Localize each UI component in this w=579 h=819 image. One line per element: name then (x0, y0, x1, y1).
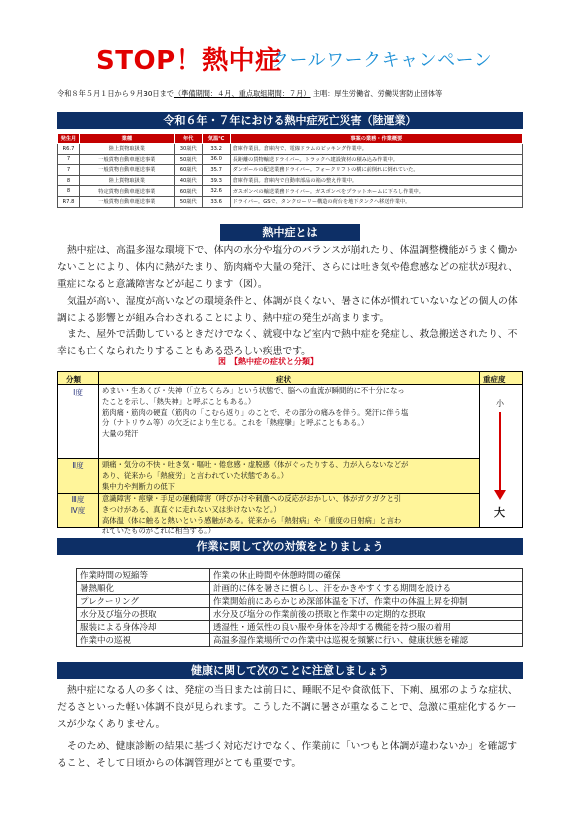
measure-name: プレクーリング (77, 595, 210, 608)
table-row (77, 634, 523, 647)
table-row (77, 582, 523, 595)
severity-arrow-head-icon (494, 490, 506, 500)
grade2-label: Ⅱ度 (72, 461, 84, 470)
symptom-line: きつけがある、真直ぐに走れない又は歩けないなど。） (102, 504, 281, 514)
grade3-row (58, 494, 522, 536)
table-row (77, 608, 523, 621)
symptom-line: 分（ナトリウム等）の欠乏により生じる。これを「熱痙攣」と呼ぶこともある。） (102, 418, 369, 428)
symptom-line: 筋肉痛・筋肉の硬直（筋肉の「こむら返り」のことで、その部分の痛みを伴う。発汗に伴う塩 (102, 407, 409, 417)
cell-temp: 32.6 (202, 186, 230, 197)
col-summary: 事案の業務・作業概要 (230, 134, 522, 144)
table-row (77, 569, 523, 582)
measure-detail: 水分及び塩分の作業前後の摂取と作業中の定期的な摂取 (210, 608, 523, 621)
table-row (58, 196, 523, 207)
symptom-header (58, 372, 522, 385)
cell-summary: 倉庫作業員。倉庫内で自動車部品の箱の整え作業中。 (230, 175, 522, 186)
figure-title: 図 【熱中症の症状と分類】 (218, 357, 318, 366)
cell-temp: 36.0 (202, 154, 230, 165)
measure-detail: 作業開始前にあらかじめ深部体温を下げ、作業中の体温上昇を抑制 (210, 595, 523, 608)
header-grade: 分類 (66, 375, 81, 384)
cell-month: 7 (58, 165, 80, 176)
grade2-symptoms (102, 460, 480, 492)
symptom-line: 高体温（体に触ると熱いという感触がある。従来から「熱射病」や「重度の日射病」と言わ (102, 515, 402, 525)
cell-summary: 倉庫作業員。倉庫内で、電線ドラムのピッキング作業中。 (230, 144, 522, 155)
cell-temp: 39.3 (202, 175, 230, 186)
symptom-line: 頭痛・気分の不快・吐き気・嘔吐・倦怠感・虚脱感（体がぐったりする、力が入らないなどが (102, 460, 409, 469)
grade-divider (98, 372, 99, 527)
cell-age: 60歳代 (174, 186, 202, 197)
health-paragraph-2: そのため、健康診断の結果に基づく対応だけでなく、作業前に「いつもと体調が違わないか」を確認すること、そして日頃からの体調管理がとても重要です。 (57, 741, 518, 769)
measure-name: 水分及び塩分の摂取 (77, 608, 210, 621)
col-month: 発生月 (58, 134, 80, 144)
period-detail: （準備期間：４月、重点取組期間：７月） (173, 89, 311, 98)
page-title: STOP！熱中症 (96, 46, 282, 76)
measure-detail: 高温多湿作業場所での作業中は巡視を頻繁に行い、健康状態を確認 (210, 634, 523, 647)
symptom-line: 大量の発汗 (102, 429, 139, 439)
cell-temp: 35.7 (202, 165, 230, 176)
col-industry: 業種 (79, 134, 174, 144)
table-row (58, 175, 523, 186)
measure-detail: 作業の休止時間や休憩時間の確保 (210, 569, 523, 582)
table-row (58, 144, 523, 155)
campaign-subtitle: クールワークキャンペーン (271, 50, 493, 71)
cell-industry: 一般貨物自動車運送事業 (79, 154, 174, 165)
symptom-line: たことを示し、「熱失神」と呼ぶこともある。） (102, 396, 256, 406)
symptom-table (57, 371, 523, 536)
period-prefix: 令和８年５月１日から９月30日まで (57, 89, 174, 98)
what-heading: 熱中症とは (220, 224, 360, 241)
health-paragraph-1: 熱中症になる人の多くは、発症の当日または前日に、睡眠不足や食欲低下、下痢、風邪のような症状、だるさといった軽い体調不良が見られます。こうした不調に暑さが重なることで、急激に重症化するケースが少なくありません。 (57, 685, 518, 730)
measure-name: 作業中の巡視 (77, 634, 210, 647)
cell-age: 50歳代 (174, 196, 202, 207)
cell-summary: ダンボールの配送業務ドライバー。フォークリフトの横に前倒れに倒れていた。 (230, 165, 522, 176)
measure-name: 服装による身体冷却 (77, 621, 210, 634)
cell-industry: 特定貨物自動車運送事業 (79, 186, 174, 197)
cell-industry: 陸上貨物取扱業 (79, 175, 174, 186)
header-severity: 重症度 (483, 375, 506, 384)
countermeasure-heading: 作業に関して次の対策をとりましょう (57, 538, 523, 555)
accident-header-row (58, 134, 523, 144)
table-row (58, 154, 523, 165)
measure-name: 暑熱順化 (77, 582, 210, 595)
grade3-symptoms (102, 494, 480, 537)
table-row (58, 186, 523, 197)
accident-heading: 令和６年・７年における熱中症死亡災害（陸運業） (57, 112, 523, 129)
cell-month: 8 (58, 186, 80, 197)
cell-month: R6.7 (58, 144, 80, 155)
col-age: 年代 (174, 134, 202, 144)
symptom-line: あり、従来から「熱疲労」と言われていた状態である。） (102, 470, 289, 480)
cell-age: 30歳代 (174, 144, 202, 155)
severity-arrow-shaft (499, 412, 501, 492)
cell-temp: 33.2 (202, 144, 230, 155)
cell-month: R7.8 (58, 196, 80, 207)
what-paragraph-1: 熱中症は、高温多湿な環境下で、体内の水分や塩分のバランスが崩れたり、体温調整機能がうまく働かないことにより、体内に熱がたまり、筋肉痛や大量の発汗、さらには吐き気や倦怠感などの症状が現れ、重症になると意識障害などが起こります（図）。 (57, 245, 519, 290)
col-temp: 気温℃ (202, 134, 230, 144)
cell-industry: 一般貨物自動車運送事業 (79, 196, 174, 207)
measure-detail: 透湿性・通気性の良い服や身体を冷却する機能を持つ服の着用 (210, 621, 523, 634)
grade4-label: Ⅳ度 (70, 506, 86, 515)
countermeasure-table (76, 568, 523, 647)
table-row (58, 165, 523, 176)
symptom-line: 意識障害・痙攣・手足の運動障害（呼びかけや刺激への反応がおかしい、体がガクガクと引 (102, 494, 402, 503)
cell-age: 40歳代 (174, 175, 202, 186)
cell-age: 50歳代 (174, 154, 202, 165)
what-paragraph-3: また、屋外で活動しているときだけでなく、就寝中など室内で熱中症を発症し、救急搬送されたり、不幸にも亡くなられたりすることもある恐ろしい疾患です。 (57, 329, 518, 357)
cell-summary: 長距離の貨物輸送ドライバー。トラックへ建設資材の積み込み作業中。 (230, 154, 522, 165)
severity-high-label: 大 (494, 506, 505, 519)
health-heading: 健康に関して次のことに注意しましょう (57, 662, 523, 679)
campaign-period (57, 89, 442, 99)
grade1-label: Ⅰ度 (73, 388, 83, 397)
symptom-line: れていたものがこれに相当する。） (102, 526, 216, 536)
measure-name: 作業時間の短縮等 (77, 569, 210, 582)
symptom-line: 集中力や判断力の低下 (102, 481, 175, 491)
header-symptom: 症状 (276, 375, 291, 384)
grade2-row (58, 459, 522, 494)
cell-age: 60歳代 (174, 165, 202, 176)
cell-summary: ドライバー。GSで、タンクローリー構造の荷台を地下タンクへ移送作業中。 (230, 196, 522, 207)
grade1-row (58, 385, 522, 459)
cell-month: 7 (58, 154, 80, 165)
cell-temp: 33.6 (202, 196, 230, 207)
table-row (77, 595, 523, 608)
cell-industry: 一般貨物自動車運送事業 (79, 165, 174, 176)
what-paragraph-2: 気温が高い、湿度が高いなどの環境条件と、体調が良くない、暑さに体が慣れていないなどの個人の体調による影響とが組み合わされることにより、熱中症の発生が高まります。 (57, 296, 518, 324)
measure-detail: 計画的に体を暑さに慣らし、汗をかきやすくする期間を設ける (210, 582, 523, 595)
cell-summary: ガスボンベの輸送業務ドライバー。ガスボンベをプラットホームに下ろし作業中。 (230, 186, 522, 197)
table-row (77, 621, 523, 634)
severity-low-label: 小 (496, 399, 504, 408)
symptom-line: めまい・生あくび・失神（「立ちくらみ」という状態で、脳への血流が瞬間的に不十分になっ (102, 386, 405, 395)
grade1-symptoms (102, 386, 480, 440)
grade3-label: Ⅲ度 (71, 495, 85, 504)
organizer: 主唱：厚生労働省、労働災害防止団体等 (312, 89, 443, 98)
cell-month: 8 (58, 175, 80, 186)
cell-industry: 陸上貨物取扱業 (79, 144, 174, 155)
accident-table (57, 133, 523, 208)
